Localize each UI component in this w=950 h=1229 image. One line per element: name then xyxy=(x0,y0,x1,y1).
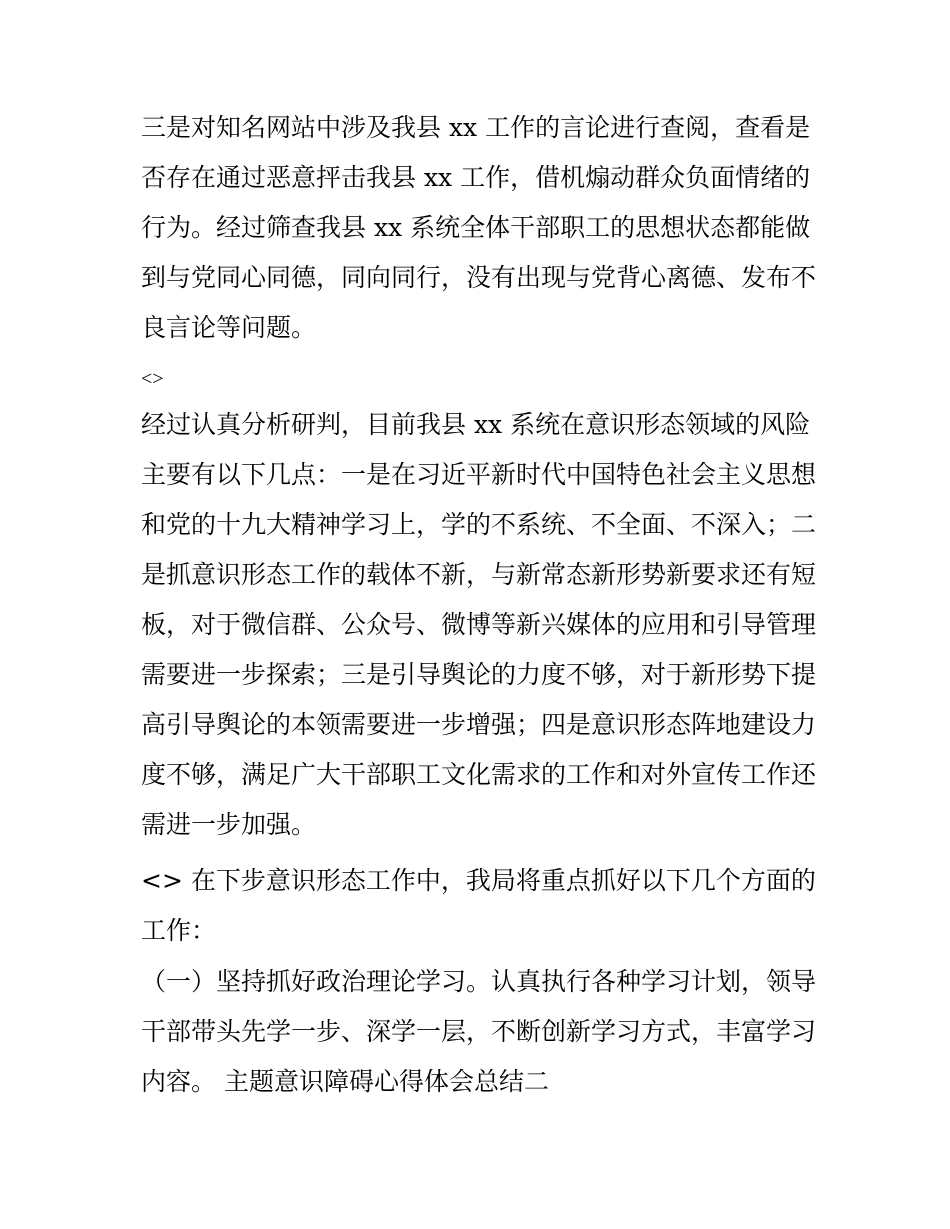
paragraph-1-line-2: 否存在通过恶意抨击我县 xx 工作，借机煽动群众负面情绪的 xyxy=(141,163,811,192)
paragraph-2-line-3: 和党的十九大精神学习上，学的不系统、不全面、不深入；二 xyxy=(141,510,817,539)
section-marker: <> xyxy=(141,368,164,390)
paragraph-3-line-1: <> 在下步意识形态工作中，我局将重点抓好以下几个方面的 xyxy=(141,866,816,895)
paragraph-2-line-8: 度不够，满足广大干部职工文化需求的工作和对外宣传工作还 xyxy=(141,760,817,789)
paragraph-1-line-1: 三是对知名网站中涉及我县 xx 工作的言论进行查阅，查看是 xyxy=(141,113,811,142)
paragraph-2-line-1: 经过认真分析研判，目前我县 xx 系统在意识形态领域的风险 xyxy=(141,410,811,439)
paragraph-2-line-2: 主要有以下几点：一是在习近平新时代中国特色社会主义思想 xyxy=(141,460,817,489)
paragraph-4-line-3: 内容。 主题意识障碍心得体会总结二 xyxy=(141,1067,549,1096)
paragraph-2-line-9: 需进一步加强。 xyxy=(141,810,317,839)
paragraph-4-line-2: 干部带头先学一步、深学一层，不断创新学习方式，丰富学习 xyxy=(141,1017,817,1046)
paragraph-1-line-5: 良言论等问题。 xyxy=(141,313,317,342)
paragraph-4-line-1: （一）坚持抓好政治理论学习。认真执行各种学习计划，领导 xyxy=(141,967,817,996)
paragraph-2-line-4: 是抓意识形态工作的载体不新，与新常态新形势新要求还有短 xyxy=(141,560,817,589)
paragraph-2-line-7: 高引导舆论的本领需要进一步增强；四是意识形态阵地建设力 xyxy=(141,710,817,739)
paragraph-2-line-6: 需要进一步探索；三是引导舆论的力度不够，对于新形势下提 xyxy=(141,660,817,689)
paragraph-1-line-4: 到与党同心同德，同向同行，没有出现与党背心离德、发布不 xyxy=(141,263,817,292)
paragraph-2-line-5: 板，对于微信群、公众号、微博等新兴媒体的应用和引导管理 xyxy=(141,610,817,639)
paragraph-3-line-2: 工作： xyxy=(141,916,217,945)
paragraph-1-line-3: 行为。经过筛查我县 xx 系统全体干部职工的思想状态都能做 xyxy=(141,213,811,242)
